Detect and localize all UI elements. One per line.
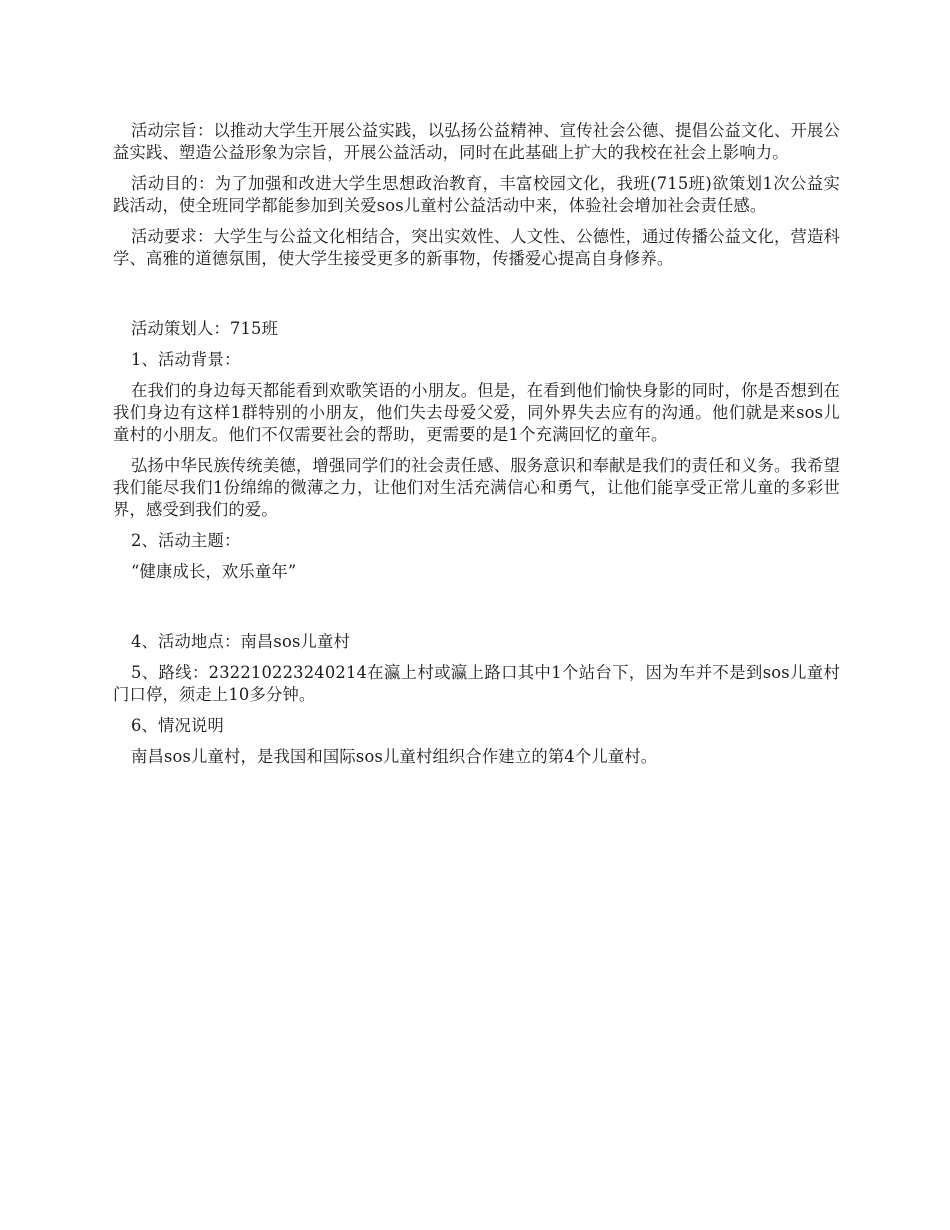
paragraph-location: 4、活动地点：南昌sos儿童村 bbox=[131, 632, 350, 651]
paragraph-planner: 活动策划人：715班 bbox=[131, 319, 279, 338]
paragraph-requirements: 活动要求：大学生与公益文化相结合，突出实效性、人文性、公德性，通过传播公益文化，营造科学、高雅的道德氛围，使大学生接受更多的新事物，传播爱心提高自身修养。 bbox=[113, 227, 840, 268]
paragraph-objective: 活动目的：为了加强和改进大学生思想政治教育，丰富校园文化，我班(715班)欲策划1次公益实践活动，使全班同学都能参加到关爱sos儿童村公益活动中来，体验社会增加社会责任感。 bbox=[113, 174, 840, 215]
heading-situation: 6、情况说明 bbox=[131, 716, 224, 735]
paragraph-theme: “健康成长，欢乐童年” bbox=[131, 562, 297, 581]
document-page bbox=[113, 120, 840, 768]
paragraph-purpose: 活动宗旨：以推动大学生开展公益实践，以弘扬公益精神、宣传社会公德、提倡公益文化、开展公益实践、塑造公益形象为宗旨，开展公益活动，同时在此基础上扩大的我校在社会上影响力。 bbox=[113, 121, 840, 162]
paragraph-background-2: 弘扬中华民族传统美德，增强同学们的社会责任感、服务意识和奉献是我们的责任和义务。我希望我们能尽我们1份绵绵的微薄之力，让他们对生活充满信心和勇气，让他们能享受正常儿童的多彩世界，感受到我们的爱。 bbox=[113, 456, 840, 519]
paragraph-route: 5、路线：232210223240214在瀛上村或瀛上路口其中1个站台下，因为车并不是到sos儿童村门口停，须走上10多分钟。 bbox=[113, 663, 840, 704]
paragraph-situation: 南昌sos儿童村，是我国和国际sos儿童村组织合作建立的第4个儿童村。 bbox=[131, 747, 658, 766]
paragraph-background-1: 在我们的身边每天都能看到欢歌笑语的小朋友。但是，在看到他们愉快身影的同时，你是否想到在我们身边有这样1群特别的小朋友，他们失去母爱父爱，同外界失去应有的沟通。他们就是来sos儿童村的小朋友。他们不仅需要社会的帮助，更需要的是1个充满回忆的童年。 bbox=[113, 381, 840, 444]
heading-theme: 2、活动主题： bbox=[131, 531, 241, 550]
heading-background: 1、活动背景： bbox=[131, 350, 241, 369]
